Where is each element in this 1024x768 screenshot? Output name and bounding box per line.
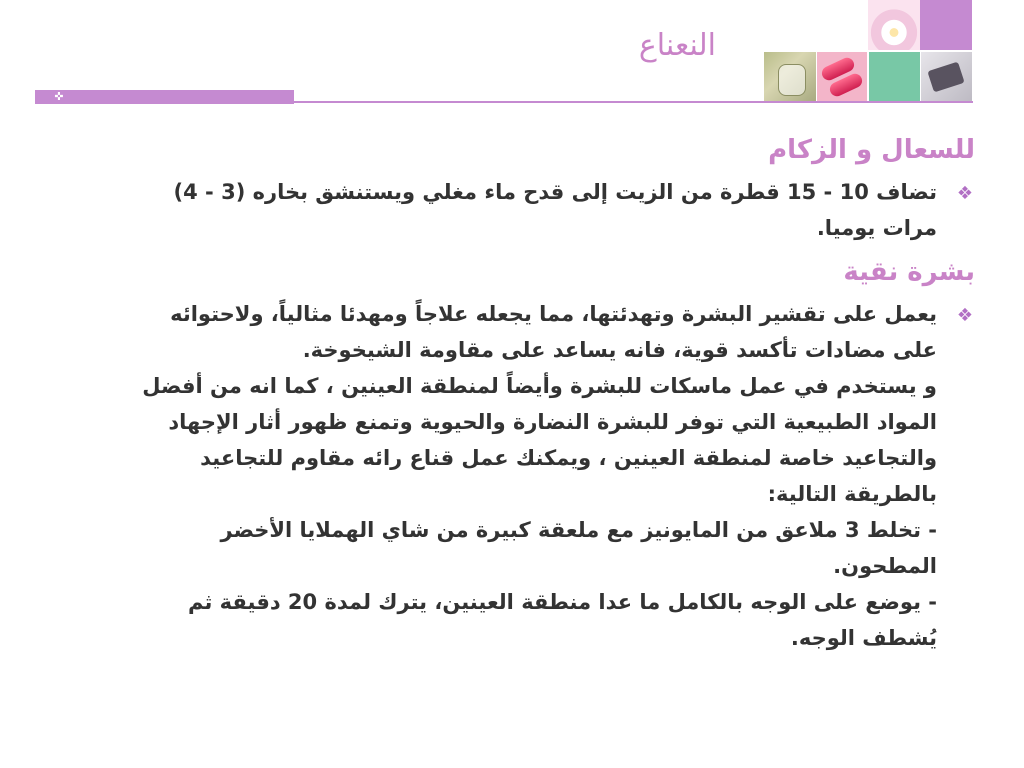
makeup-palette-photo-tile [921, 52, 972, 102]
section-heading-clear-skin: بشرة نقية [843, 257, 975, 287]
bullet-line: - يوضع على الوجه بالكامل ما عدا منطقة العينين، يترك لمدة 20 دقيقة ثم [187, 590, 937, 614]
diamond-bullet-icon: ❖ [956, 305, 973, 326]
slide-content [80, 130, 975, 662]
flower-photo-tile [868, 0, 920, 50]
bullet-line: والتجاعيد خاصة لمنطقة العينين ، ويمكنك عمل قناع رائه مقاوم للتجاعيد [200, 446, 937, 470]
bullet-line: تضاف 10 - 15 قطرة من الزيت إلى قدح ماء مغلي ويستنشق بخاره (3 - 4) [173, 180, 937, 204]
cosmetic-jar-photo-tile [764, 52, 816, 102]
bullet-item-cough-cold [80, 174, 975, 246]
bullet-line: و يستخدم في عمل ماسكات للبشرة وأيضاً لمنطقة العينين ، كما انه من أفضل [142, 374, 937, 398]
bullet-line: على مضادات تأكسد قوية، فانه يساعد على مقاومة الشيخوخة. [302, 338, 937, 362]
header-rule-thin [35, 101, 973, 103]
bullet-line: يعمل على تقشير البشرة وتهدئتها، مما يجعله علاجاً ومهدئا مثالياً، ولاحتوائه [170, 302, 937, 326]
diamond-bullet-icon: ❖ [956, 183, 973, 204]
bullet-line: يُشطف الوجه. [790, 626, 937, 650]
purple-color-tile [920, 0, 972, 50]
plus-cross-icon: ✜ [54, 90, 64, 103]
bullet-line: المطحون. [833, 554, 937, 578]
bullet-line: المواد الطبيعية التي توفر للبشرة النضارة والحيوية وتمنع ظهور أثار الإجهاد [168, 410, 937, 434]
bullet-line: مرات يوميا. [816, 216, 937, 240]
bullet-item-clear-skin [80, 296, 975, 656]
hair-rollers-photo-tile [817, 52, 867, 102]
bullet-line: بالطريقة التالية: [767, 482, 937, 506]
mint-color-tile [869, 52, 920, 102]
bullet-line: - تخلط 3 ملاعق من المايونيز مع ملعقة كبيرة من شاي الهملايا الأخضر [220, 518, 937, 542]
slide-title: النعناع [638, 28, 716, 63]
section-heading-cough-cold: للسعال و الزكام [768, 135, 975, 165]
